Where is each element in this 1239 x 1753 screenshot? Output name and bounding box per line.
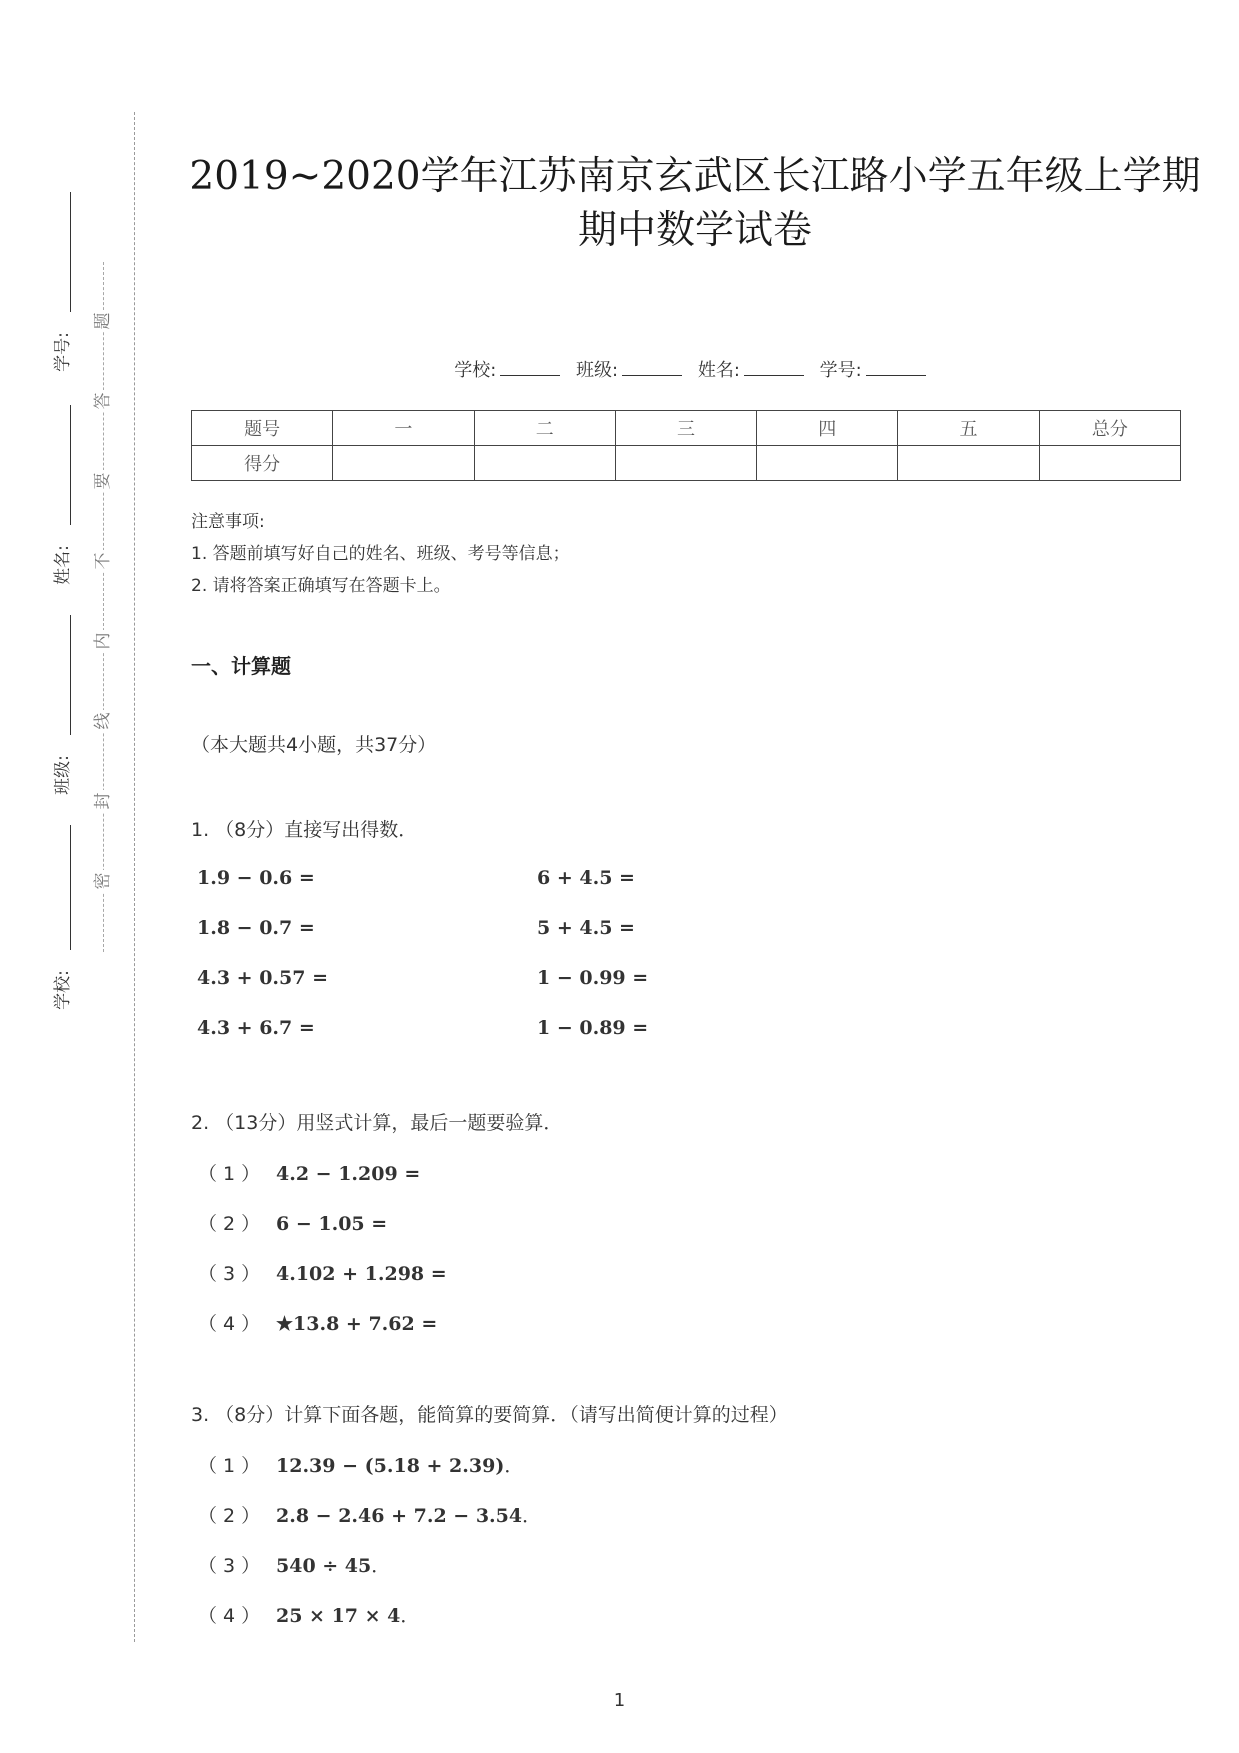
score-cell[interactable] — [898, 446, 1039, 481]
subquestion-expression: 25 × 17 × 4 — [276, 1605, 401, 1627]
score-cell[interactable] — [333, 446, 474, 481]
subquestion-label: （ 1 ） — [198, 1163, 261, 1185]
q3-subquestion — [198, 1601, 419, 1628]
seal-char: 线 — [92, 710, 114, 732]
binding-cut-line — [134, 112, 135, 1642]
subquestion-tail: ． — [504, 1455, 524, 1477]
school-field-label: 学校: — [454, 360, 497, 381]
id-blank[interactable] — [866, 374, 926, 376]
q1-expression: 4.3 + 0.57 = — [197, 967, 329, 989]
name-line[interactable] — [70, 405, 71, 525]
q1-expression: 1.8 − 0.7 = — [197, 917, 315, 939]
name-field-label: 姓名: — [697, 360, 740, 381]
subquestion-expression: 540 ÷ 45 — [276, 1555, 372, 1577]
class-line[interactable] — [70, 615, 71, 735]
q3-subquestion — [198, 1551, 390, 1578]
score-row-label: 得分 — [192, 446, 333, 481]
exam-title-line2: 期中数学试卷 — [577, 208, 812, 253]
instructions-heading: 注意事项: — [191, 512, 265, 532]
q2-subquestion — [198, 1159, 420, 1186]
subquestion-tail: ． — [400, 1605, 420, 1627]
subquestion-expression: ★13.8 + 7.62 = — [276, 1313, 438, 1335]
school-label: 学校: — [53, 970, 73, 1010]
q2-subquestion — [198, 1259, 447, 1286]
subquestion-expression: 2.8 − 2.46 + 7.2 − 3.54 — [276, 1505, 523, 1527]
seal-char: 要 — [92, 470, 114, 492]
q1-expression: 1 − 0.99 = — [537, 967, 649, 989]
subquestion-expression: 6 − 1.05 = — [276, 1213, 388, 1235]
seal-char: 不 — [92, 550, 114, 572]
subquestion-label: （ 3 ） — [198, 1555, 261, 1577]
score-header-cell: 二 — [474, 411, 615, 446]
binding-margin — [0, 0, 150, 1753]
score-header-cell: 五 — [898, 411, 1039, 446]
instructions — [191, 506, 570, 602]
subquestion-label: （ 4 ） — [198, 1605, 261, 1627]
subquestion-label: （ 2 ） — [198, 1213, 261, 1235]
subquestion-expression: 4.2 − 1.209 = — [276, 1163, 421, 1185]
subquestion-expression: 12.39 − (5.18 + 2.39) — [276, 1455, 505, 1477]
seal-char: 封 — [92, 790, 114, 812]
score-header-cell: 四 — [757, 411, 898, 446]
score-header-cell: 总分 — [1039, 411, 1180, 446]
student-id-label: 学号: — [53, 332, 73, 372]
score-table-header-row — [192, 411, 1181, 446]
class-field-label: 班级: — [576, 360, 619, 381]
section-title: 一、计算题 — [191, 654, 291, 678]
student-info-row — [185, 356, 1205, 382]
score-header-cell: 三 — [615, 411, 756, 446]
subquestion-tail: ． — [522, 1505, 542, 1527]
q1-expression: 4.3 + 6.7 = — [197, 1017, 315, 1039]
name-label: 姓名: — [53, 545, 73, 585]
q1-expression: 6 + 4.5 = — [537, 867, 635, 889]
seal-char: 答 — [92, 390, 114, 412]
exam-title-line1: 2019~2020学年江苏南京玄武区长江路小学五年级上学期 — [189, 154, 1201, 199]
score-table-score-row — [192, 446, 1181, 481]
q2-subquestion — [198, 1309, 437, 1336]
subquestion-expression: 4.102 + 1.298 = — [276, 1263, 447, 1285]
seal-dotted-line — [103, 262, 104, 952]
school-blank[interactable] — [500, 374, 560, 376]
score-cell[interactable] — [757, 446, 898, 481]
class-blank[interactable] — [622, 374, 682, 376]
instruction-item: 2. 请将答案正确填写在答题卡上。 — [191, 576, 451, 596]
score-table — [191, 410, 1181, 481]
question-1-prompt: 1. （8分）直接写出得数． — [191, 819, 418, 841]
q2-subquestion — [198, 1209, 387, 1236]
q3-subquestion — [198, 1451, 523, 1478]
section-note: （本大题共4小题，共37分） — [191, 734, 437, 756]
subquestion-label: （ 4 ） — [198, 1313, 261, 1335]
subquestion-label: （ 2 ） — [198, 1505, 261, 1527]
seal-char: 题 — [92, 310, 114, 332]
score-cell[interactable] — [1039, 446, 1180, 481]
exam-title — [185, 150, 1205, 258]
name-blank[interactable] — [744, 374, 804, 376]
question-3-prompt: 3. （8分）计算下面各题，能简算的要简算．（请写出简便计算的过程） — [191, 1404, 788, 1426]
student-id-line[interactable] — [70, 192, 71, 312]
seal-char: 密 — [92, 870, 114, 892]
id-field-label: 学号: — [819, 360, 862, 381]
score-header-cell: 一 — [333, 411, 474, 446]
score-cell[interactable] — [615, 446, 756, 481]
score-cell[interactable] — [474, 446, 615, 481]
q1-expression: 1 − 0.89 = — [537, 1017, 649, 1039]
score-header-cell: 题号 — [192, 411, 333, 446]
question-2-prompt: 2. （13分）用竖式计算，最后一题要验算． — [191, 1112, 563, 1134]
instruction-item: 1. 答题前填写好自己的姓名、班级、考号等信息； — [191, 544, 570, 564]
page-number: 1 — [613, 1690, 626, 1711]
subquestion-tail: ． — [371, 1555, 391, 1577]
q3-subquestion — [198, 1501, 541, 1528]
class-label: 班级: — [53, 755, 73, 795]
subquestion-label: （ 1 ） — [198, 1455, 261, 1477]
q1-expression: 1.9 − 0.6 = — [197, 867, 315, 889]
school-line[interactable] — [70, 825, 71, 950]
seal-char: 内 — [92, 630, 114, 652]
q1-expression: 5 + 4.5 = — [537, 917, 635, 939]
subquestion-label: （ 3 ） — [198, 1263, 261, 1285]
